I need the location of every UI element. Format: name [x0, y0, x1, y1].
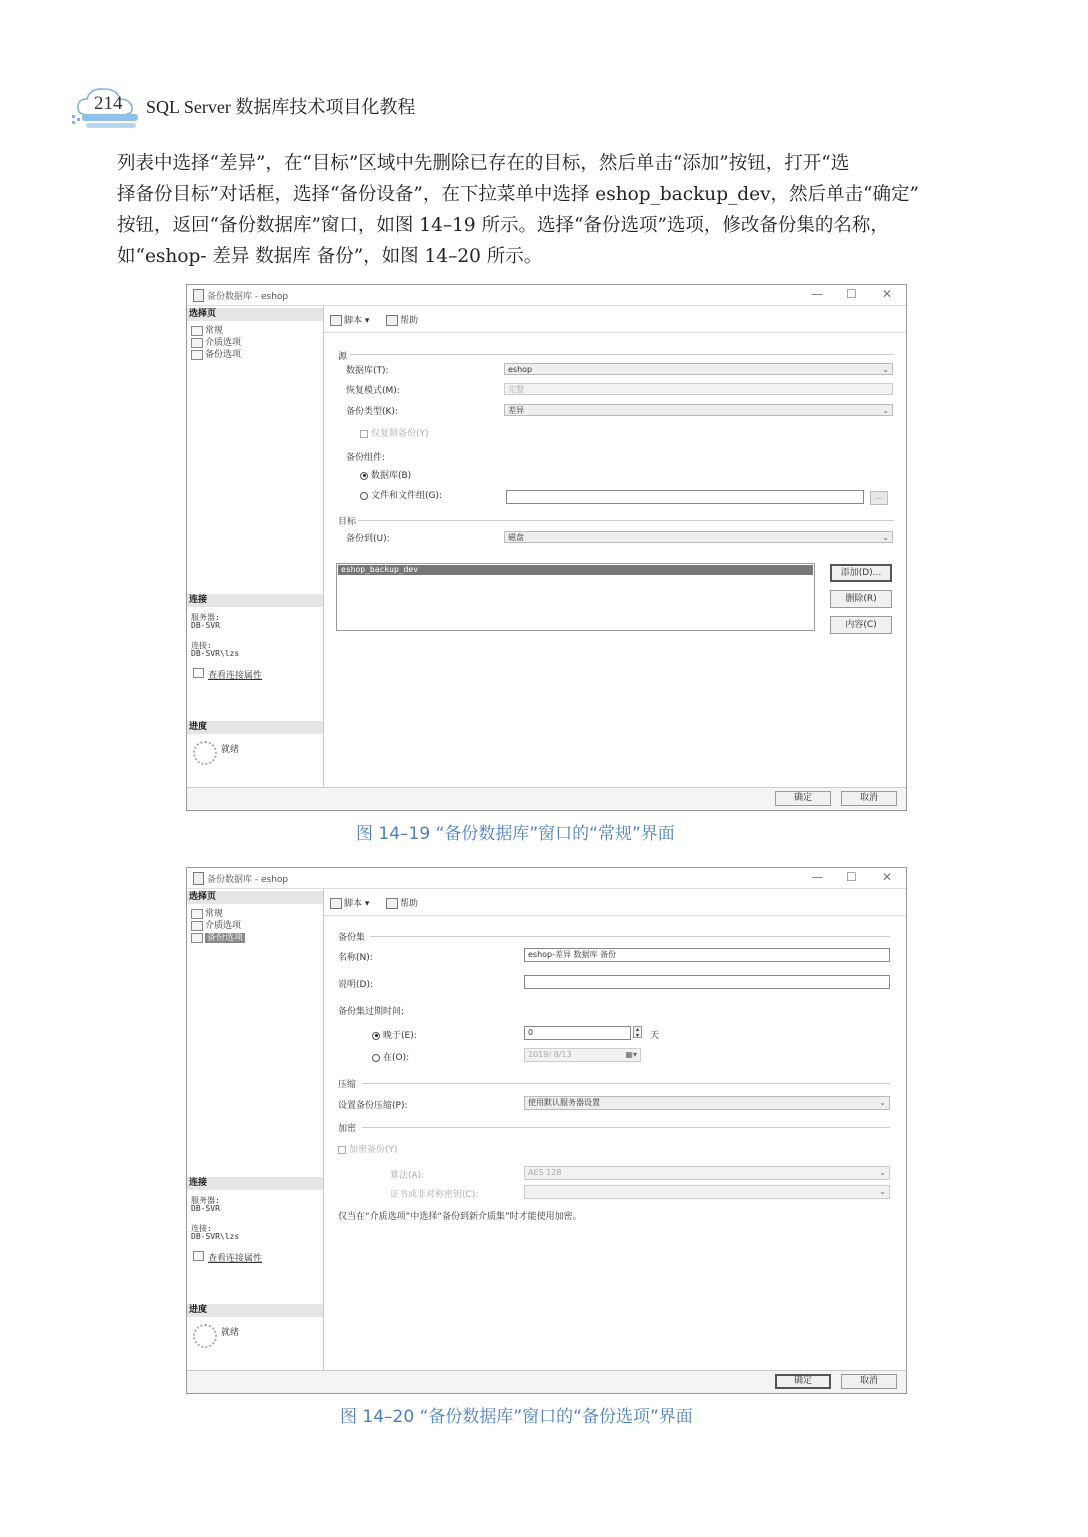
server-label: 服务器:	[191, 613, 220, 622]
backup-type-value: 差异	[508, 406, 524, 415]
window-icon	[193, 289, 204, 302]
help-label: 帮助	[400, 316, 419, 326]
radio-on-date[interactable]	[372, 1050, 409, 1063]
radio-after[interactable]	[372, 1028, 417, 1041]
algorithm-select[interactable]	[524, 1166, 890, 1180]
server-label: 服务器:	[191, 1196, 220, 1205]
script-button[interactable]: 脚本 ▾	[330, 313, 369, 326]
recovery-value: 完整	[508, 385, 524, 394]
toolbar	[324, 306, 906, 333]
connection-label: 连接:	[191, 1224, 212, 1233]
page-item-label: 备份选项	[205, 350, 242, 360]
figure-caption-2: 图 14–20 “备份数据库”窗口的“备份选项”界面	[340, 1407, 693, 1427]
cert-label: 证书或非对称密钥(C):	[390, 1190, 479, 1200]
close-icon[interactable]: ✕	[882, 287, 893, 301]
encryption-note: 仅当在“介质选项”中选择“备份到新介质集”时才能使用加密。	[338, 1212, 582, 1222]
divider	[362, 1083, 890, 1084]
help-icon	[386, 898, 398, 909]
bottom-bar	[187, 787, 906, 810]
properties-icon	[193, 668, 204, 678]
script-label: 脚本	[344, 899, 363, 909]
section-target: 目标	[338, 517, 357, 527]
add-button[interactable]: 添加(D)...	[830, 564, 892, 582]
days-value: 0	[528, 1028, 534, 1037]
calendar-icon: ▦▾	[625, 1050, 637, 1059]
set-compress-label: 设置备份压缩(P):	[338, 1101, 408, 1111]
view-props-label: 查看连接属性	[208, 671, 263, 681]
encrypt-label: 加密备份(Y)	[349, 1145, 398, 1155]
window-icon	[193, 872, 204, 885]
database-select[interactable]	[504, 363, 893, 375]
page-item-label: 介质选项	[205, 921, 242, 931]
name-value: eshop-差异 数据库 备份	[528, 950, 617, 959]
help-label: 帮助	[400, 899, 419, 909]
view-props-label: 查看连接属性	[208, 1254, 263, 1264]
page-item-label: 备份选项	[207, 933, 244, 943]
files-input[interactable]	[506, 490, 864, 504]
help-button[interactable]	[386, 313, 418, 326]
component-label: 备份组件:	[346, 453, 386, 463]
script-button[interactable]: 脚本 ▾	[330, 896, 369, 909]
close-icon[interactable]: ✕	[882, 870, 893, 884]
view-connection-properties-link[interactable]	[193, 1251, 262, 1264]
ok-button[interactable]: 确定	[775, 1374, 831, 1389]
checkbox-box	[338, 1146, 346, 1154]
page-item-options[interactable]	[191, 347, 241, 360]
main-pane	[324, 916, 906, 1371]
database-label: 数据库(T):	[346, 366, 389, 376]
bottom-bar	[187, 1370, 906, 1393]
database-value: eshop	[508, 365, 533, 374]
date-value: 2019/ 8/13	[528, 1050, 572, 1059]
properties-icon	[193, 1251, 204, 1261]
chevron-down-icon: ⌄	[882, 533, 889, 542]
spinner-stepper[interactable]: ▴ ▾	[633, 1026, 642, 1038]
page-icon	[191, 326, 203, 336]
main-pane	[324, 333, 906, 788]
progress-spinner-icon	[193, 1324, 217, 1348]
backup-to-value: 磁盘	[508, 533, 524, 542]
contents-button[interactable]: 内容(C)	[830, 616, 892, 634]
ok-button[interactable]: 确定	[775, 791, 831, 806]
recovery-label: 恢复模式(M):	[346, 386, 400, 396]
radio-icon	[372, 1032, 380, 1040]
recovery-field	[504, 383, 893, 395]
ellipsis-button[interactable]: ...	[870, 491, 888, 505]
algorithm-label: 算法(A):	[390, 1171, 425, 1181]
connection-value: DB-SVR\lzs	[191, 1232, 240, 1241]
radio-database-label: 数据库(B)	[371, 471, 412, 481]
connection-header: 连接	[187, 594, 323, 607]
page-header	[70, 84, 490, 134]
chevron-down-icon: ⌄	[882, 406, 889, 415]
connection-header: 连接	[187, 1177, 323, 1190]
backup-window-general	[186, 284, 907, 811]
minimize-icon[interactable]: —	[811, 287, 823, 301]
maximize-icon[interactable]: ☐	[846, 870, 857, 884]
page-icon	[191, 921, 203, 931]
minimize-icon[interactable]: —	[811, 870, 823, 884]
destination-list[interactable]	[336, 563, 815, 631]
backup-type-select[interactable]	[504, 404, 893, 416]
page-item-options[interactable]	[191, 930, 245, 943]
radio-icon	[360, 492, 368, 500]
book-title: SQL Server 数据库技术项目化教程	[146, 97, 416, 117]
progress-spinner-icon	[193, 741, 217, 765]
backup-type-label: 备份类型(K):	[346, 407, 398, 417]
backup-to-select[interactable]	[504, 531, 893, 543]
list-item[interactable]: eshop_backup_dev	[338, 565, 813, 575]
radio-after-label: 晚于(E):	[383, 1031, 417, 1041]
checkbox-box	[360, 430, 368, 438]
script-label: 脚本	[344, 316, 363, 326]
expire-label: 备份集过期时间:	[338, 1007, 405, 1017]
radio-files-label: 文件和文件组(G):	[371, 491, 443, 501]
page-icon	[191, 350, 203, 360]
backup-to-label: 备份到(U):	[346, 534, 390, 544]
section-compression: 压缩	[338, 1080, 357, 1090]
left-pane	[187, 889, 324, 1371]
compression-select[interactable]	[524, 1096, 890, 1110]
copy-only-label: 仅复制备份(Y)	[371, 429, 429, 439]
divider	[350, 354, 894, 355]
page-icon	[191, 933, 203, 943]
divider	[362, 1127, 890, 1128]
progress-status: 就绪	[221, 1328, 240, 1338]
page-item-label: 介质选项	[205, 338, 242, 348]
connection-value: DB-SVR\lzs	[191, 649, 240, 658]
remove-button[interactable]: 删除(R)	[830, 590, 892, 608]
section-encryption: 加密	[338, 1124, 357, 1134]
help-icon	[386, 315, 398, 326]
page-icon	[191, 338, 203, 348]
days-unit: 天	[650, 1031, 660, 1041]
toolbar	[324, 889, 906, 916]
name-label: 名称(N):	[338, 953, 373, 963]
window-title: 备份数据库 - eshop	[207, 875, 289, 885]
connection-label: 连接:	[191, 641, 212, 650]
date-picker[interactable]	[524, 1048, 641, 1062]
script-icon	[330, 315, 342, 326]
page-item-label: 常规	[205, 326, 224, 336]
divider	[358, 520, 894, 521]
description-input[interactable]	[524, 975, 890, 989]
compression-value: 使用默认服务器设置	[528, 1098, 600, 1107]
radio-database[interactable]	[360, 468, 411, 481]
radio-icon	[360, 472, 368, 480]
body-paragraph	[117, 148, 977, 272]
progress-status: 就绪	[221, 745, 240, 755]
select-page-header: 选择页	[187, 308, 323, 321]
script-icon	[330, 898, 342, 909]
figure-caption-1: 图 14–19 “备份数据库”窗口的“常规”界面	[356, 824, 675, 844]
chevron-down-icon: ⌄	[879, 1168, 886, 1177]
days-input[interactable]	[524, 1026, 631, 1040]
paragraph-line: 列表中选择“差异”，在“目标”区域中先删除已存在的目标，然后单击“添加”按钮，打开“选	[117, 153, 850, 174]
cert-select[interactable]	[524, 1185, 890, 1199]
maximize-icon[interactable]: ☐	[846, 287, 857, 301]
radio-icon	[372, 1054, 380, 1062]
radio-on-label: 在(O):	[383, 1053, 410, 1063]
chevron-down-icon: ⌄	[882, 365, 889, 374]
chevron-down-icon: ⌄	[879, 1187, 886, 1196]
left-pane	[187, 306, 324, 788]
name-input[interactable]	[524, 948, 890, 962]
server-value: DB-SVR	[191, 621, 220, 630]
cancel-button[interactable]: 取消	[841, 1374, 897, 1389]
paragraph-line: 择备份目标”对话框，选择“备份设备”，在下拉菜单中选择 eshop_backup_dev，然后单击“确定”	[117, 184, 919, 205]
section-backup-set: 备份集	[338, 933, 366, 943]
title-bar	[187, 868, 906, 889]
cancel-button[interactable]: 取消	[841, 791, 897, 806]
window-title: 备份数据库 - eshop	[207, 292, 289, 302]
view-connection-properties-link[interactable]	[193, 668, 262, 681]
page-icon	[191, 909, 203, 919]
radio-files[interactable]	[360, 488, 442, 501]
algorithm-value: AES 128	[528, 1168, 562, 1177]
server-value: DB-SVR	[191, 1204, 220, 1213]
help-button[interactable]	[386, 896, 418, 909]
progress-header: 进度	[187, 721, 323, 734]
chevron-down-icon: ⌄	[879, 1098, 886, 1107]
select-page-header: 选择页	[187, 891, 323, 904]
page-item-label: 常规	[205, 909, 224, 919]
divider	[370, 936, 890, 937]
page-number: 214	[94, 93, 123, 114]
encrypt-checkbox[interactable]	[338, 1142, 398, 1155]
backup-window-options	[186, 867, 907, 1394]
title-bar	[187, 285, 906, 306]
paragraph-line: 如“eshop- 差异 数据库 备份”，如图 14–20 所示。	[117, 246, 543, 267]
progress-header: 进度	[187, 1304, 323, 1317]
description-label: 说明(D):	[338, 980, 373, 990]
paragraph-line: 按钮，返回“备份数据库”窗口，如图 14–19 所示。选择“备份选项”选项，修改备份集的名称，	[117, 215, 889, 236]
section-source: 源	[338, 352, 348, 362]
copy-only-checkbox[interactable]	[360, 426, 429, 439]
